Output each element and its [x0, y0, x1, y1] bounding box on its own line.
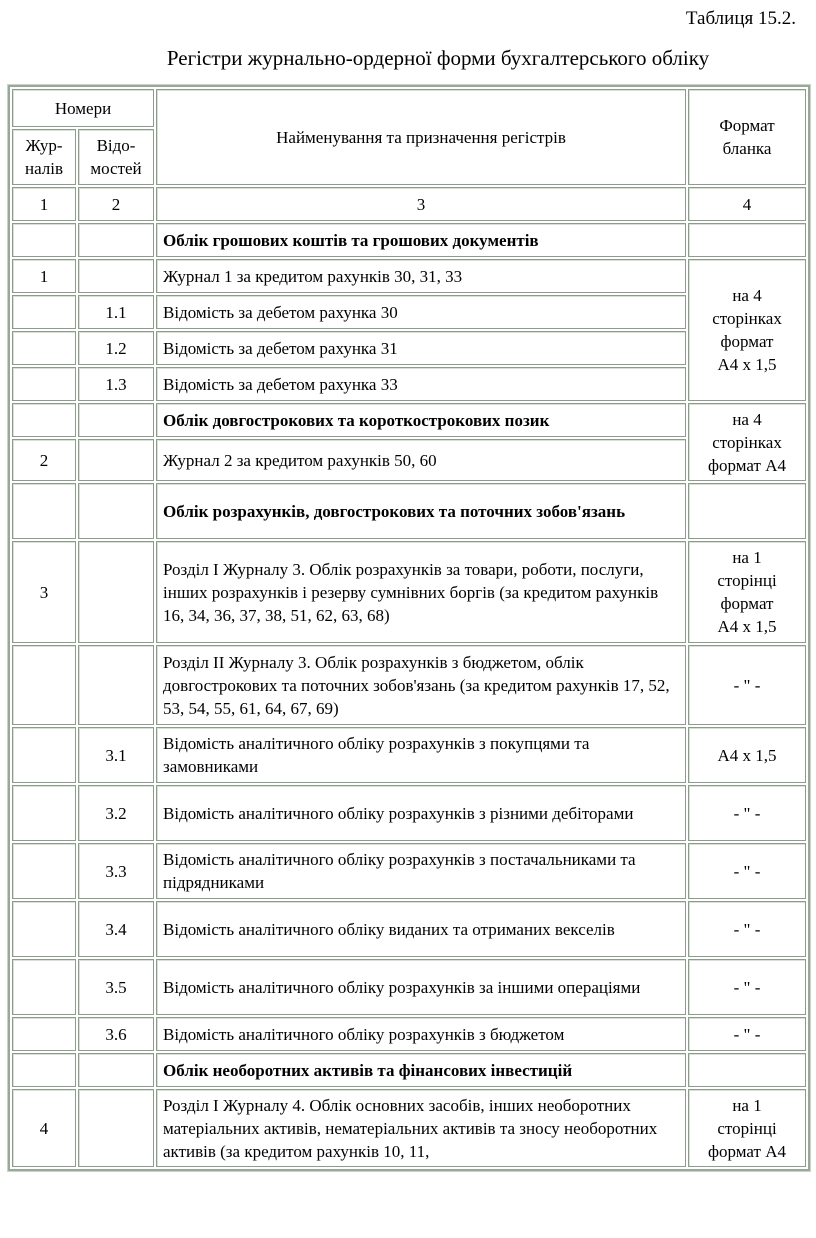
empty-cell	[12, 331, 76, 365]
format-cell: на 1 сторінці формат А4	[688, 1089, 806, 1167]
journal-number: 4	[12, 1089, 76, 1167]
format-cell: - " -	[688, 1017, 806, 1051]
journal-number: 1	[12, 259, 76, 293]
empty-cell	[688, 483, 806, 539]
register-name: Розділ ІІ Журналу 3. Облік розрахунків з бюджетом, облік довгострокових та поточних зобов'язань (за кредитом рахунків 17, 52, 53, 54, 55, 61, 64, 67, 69)	[156, 645, 686, 725]
empty-cell	[12, 367, 76, 401]
header-format: Формат бланка	[688, 89, 806, 185]
register-name: Відомість аналітичного обліку виданих та отриманих векселів	[156, 901, 686, 957]
section-heading: Облік довгострокових та короткострокових позик	[156, 403, 686, 437]
empty-cell	[12, 901, 76, 957]
empty-cell	[12, 295, 76, 329]
journal-number: 2	[12, 439, 76, 481]
register-name: Відомість аналітичного обліку розрахунків з різними дебіторами	[156, 785, 686, 841]
statement-number: 1.1	[78, 295, 154, 329]
register-name: Відомість аналітичного обліку розрахунків з постачальниками та підрядниками	[156, 843, 686, 899]
empty-cell	[688, 223, 806, 257]
format-cell: на 4 сторінках формат А4	[688, 403, 806, 481]
format-cell: - " -	[688, 785, 806, 841]
format-cell: - " -	[688, 901, 806, 957]
empty-cell	[78, 223, 154, 257]
section-heading: Облік необоротних активів та фінансових інвестицій	[156, 1053, 686, 1087]
register-name: Відомість за дебетом рахунка 31	[156, 331, 686, 365]
empty-cell	[78, 259, 154, 293]
registers-table	[8, 85, 810, 1171]
register-name: Відомість аналітичного обліку розрахунків за іншими операціями	[156, 959, 686, 1015]
register-name: Відомість аналітичного обліку розрахунків з покупцями та замовниками	[156, 727, 686, 783]
empty-cell	[12, 645, 76, 725]
empty-cell	[12, 959, 76, 1015]
empty-cell	[12, 785, 76, 841]
statement-number: 3.6	[78, 1017, 154, 1051]
register-name: Розділ І Журналу 3. Облік розрахунків за товари, роботи, послуги, інших розрахунків і резерву сумнівних боргів (за кредитом рахунків 16, 34, 36, 37, 38, 51, 62, 63, 68)	[156, 541, 686, 643]
format-cell: А4 х 1,5	[688, 727, 806, 783]
empty-cell	[78, 645, 154, 725]
empty-cell	[78, 541, 154, 643]
empty-cell	[12, 1053, 76, 1087]
statement-number: 3.2	[78, 785, 154, 841]
statement-number: 1.3	[78, 367, 154, 401]
statement-number: 3.4	[78, 901, 154, 957]
empty-cell	[12, 1017, 76, 1051]
format-cell: - " -	[688, 843, 806, 899]
col-index-2: 2	[78, 187, 154, 221]
statement-number: 1.2	[78, 331, 154, 365]
empty-cell	[78, 1089, 154, 1167]
empty-cell	[688, 1053, 806, 1087]
empty-cell	[78, 439, 154, 481]
register-name: Відомість аналітичного обліку розрахунків з бюджетом	[156, 1017, 686, 1051]
table-number: Таблиця 15.2.	[685, 8, 796, 29]
register-name: Розділ І Журналу 4. Облік основних засобів, інших необоротних матеріальних активів, нематеріальних активів та зносу необоротних активів (за кредитом рахунків 10, 11,	[156, 1089, 686, 1167]
col-index-3: 3	[156, 187, 686, 221]
table-title: Регістри журнально-ордерної форми бухгалтерського обліку	[166, 46, 710, 70]
col-index-1: 1	[12, 187, 76, 221]
empty-cell	[12, 403, 76, 437]
empty-cell	[12, 483, 76, 539]
empty-cell	[78, 1053, 154, 1087]
register-name: Журнал 2 за кредитом рахунків 50, 60	[156, 439, 686, 481]
empty-cell	[78, 483, 154, 539]
statement-number: 3.5	[78, 959, 154, 1015]
header-name: Найменування та призначення регістрів	[156, 89, 686, 185]
statement-number: 3.1	[78, 727, 154, 783]
empty-cell	[12, 727, 76, 783]
format-cell: - " -	[688, 959, 806, 1015]
register-name: Журнал 1 за кредитом рахунків 30, 31, 33	[156, 259, 686, 293]
format-cell: на 1 сторінці формат А4 х 1,5	[688, 541, 806, 643]
empty-cell	[12, 223, 76, 257]
register-name: Відомість за дебетом рахунка 33	[156, 367, 686, 401]
empty-cell	[12, 843, 76, 899]
header-numbers: Номери	[12, 89, 154, 127]
col-index-4: 4	[688, 187, 806, 221]
header-journals: Жур- налів	[12, 129, 76, 185]
journal-number: 3	[12, 541, 76, 643]
register-name: Відомість за дебетом рахунка 30	[156, 295, 686, 329]
header-statements: Відо- мостей	[78, 129, 154, 185]
format-cell: на 4 сторінках формат А4 х 1,5	[688, 259, 806, 401]
section-heading: Облік розрахунків, довгострокових та поточних зобов'язань	[156, 483, 686, 539]
section-heading: Облік грошових коштів та грошових документів	[156, 223, 686, 257]
statement-number: 3.3	[78, 843, 154, 899]
format-cell: - " -	[688, 645, 806, 725]
empty-cell	[78, 403, 154, 437]
